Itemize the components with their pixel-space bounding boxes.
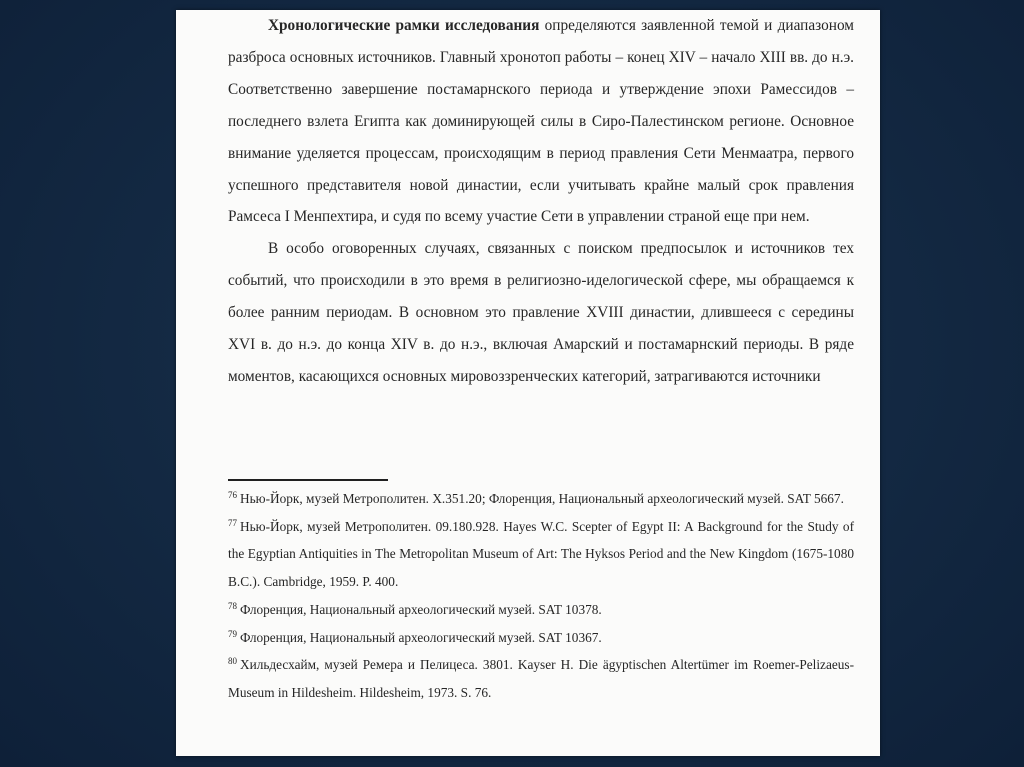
footnote-separator bbox=[228, 479, 388, 481]
footnote bbox=[228, 596, 854, 624]
footnotes bbox=[228, 485, 854, 707]
footnote-text: Нью-Йорк, музей Метрополитен. 09.180.928. Hayes W.C. Scepter of Egypt II: A Background for the Study of the Egyptian Antiquities in The Metropolitan Museum of Art: The Hyksos Period and the New Kingdom (1675-1080 B.C.). Cambridge, 1959. P. 400. bbox=[228, 518, 854, 590]
footnote bbox=[228, 651, 854, 706]
body-text bbox=[228, 10, 854, 393]
footnote-text: Флоренция, Национальный археологический музей. SAT 10367. bbox=[240, 629, 602, 645]
paragraph-1-text: определяются заявленной темой и диапазоном разброса основных источников. Главный хронотоп работы – конец XIV – начало XIII вв. до н.э. Соответственно завершение постамарнского периода и утверждение эпохи Рамессидов – последнего взлета Египта как доминирующей силы в Сиро-Палестинском регионе. Основное внимание уделяется процессам, происходящим в период правления Сети Менмаатра, первого успешного представителя новой династии, если учитывать крайне малый срок правления Рамсеса I Менпехтира, и судя по всему участие Сети в управлении страной еще при нем. bbox=[228, 17, 854, 226]
footnote-number: 80 bbox=[228, 656, 237, 667]
footnote bbox=[228, 624, 854, 652]
footnote-number: 78 bbox=[228, 600, 237, 611]
footnote-number: 76 bbox=[228, 490, 237, 500]
paragraph-2-text: В особо оговоренных случаях, связанных с поиском предпосылок и источников тех событий, что происходили в это время в религиозно-иделогической сфере, мы обращаемся к более ранним периодам. В основном это правление XVIII династии, длившееся с середины XVI в. до н.э. до конца XIV в. до н.э., включая Амарский и постамарнский периоды. В ряде моментов, касающихся основных мировоззренческих категорий, затрагиваются источники bbox=[228, 240, 854, 385]
footnote bbox=[228, 513, 854, 596]
footnote-number: 77 bbox=[228, 517, 237, 528]
footnote-number: 79 bbox=[228, 628, 237, 639]
paragraph-2 bbox=[228, 233, 854, 393]
footnote-text: Хильдесхайм, музей Ремера и Пелицеса. 3801. Kayser H. Die ägyptischen Altertümer im Roemer-Pelizaeus-Museum in Hildesheim. Hildesheim, 1973. S. 76. bbox=[228, 657, 854, 700]
footnote-text: Нью-Йорк, музей Метрополитен. X.351.20; Флоренция, Национальный археологический музей. SAT 5667. bbox=[240, 491, 844, 506]
section-heading-bold: Хронологические рамки исследования bbox=[268, 17, 540, 34]
footnote bbox=[228, 485, 854, 513]
paragraph-1 bbox=[228, 10, 854, 233]
footnote-text: Флоренция, Национальный археологический музей. SAT 10378. bbox=[240, 601, 602, 617]
document-page bbox=[176, 10, 880, 756]
